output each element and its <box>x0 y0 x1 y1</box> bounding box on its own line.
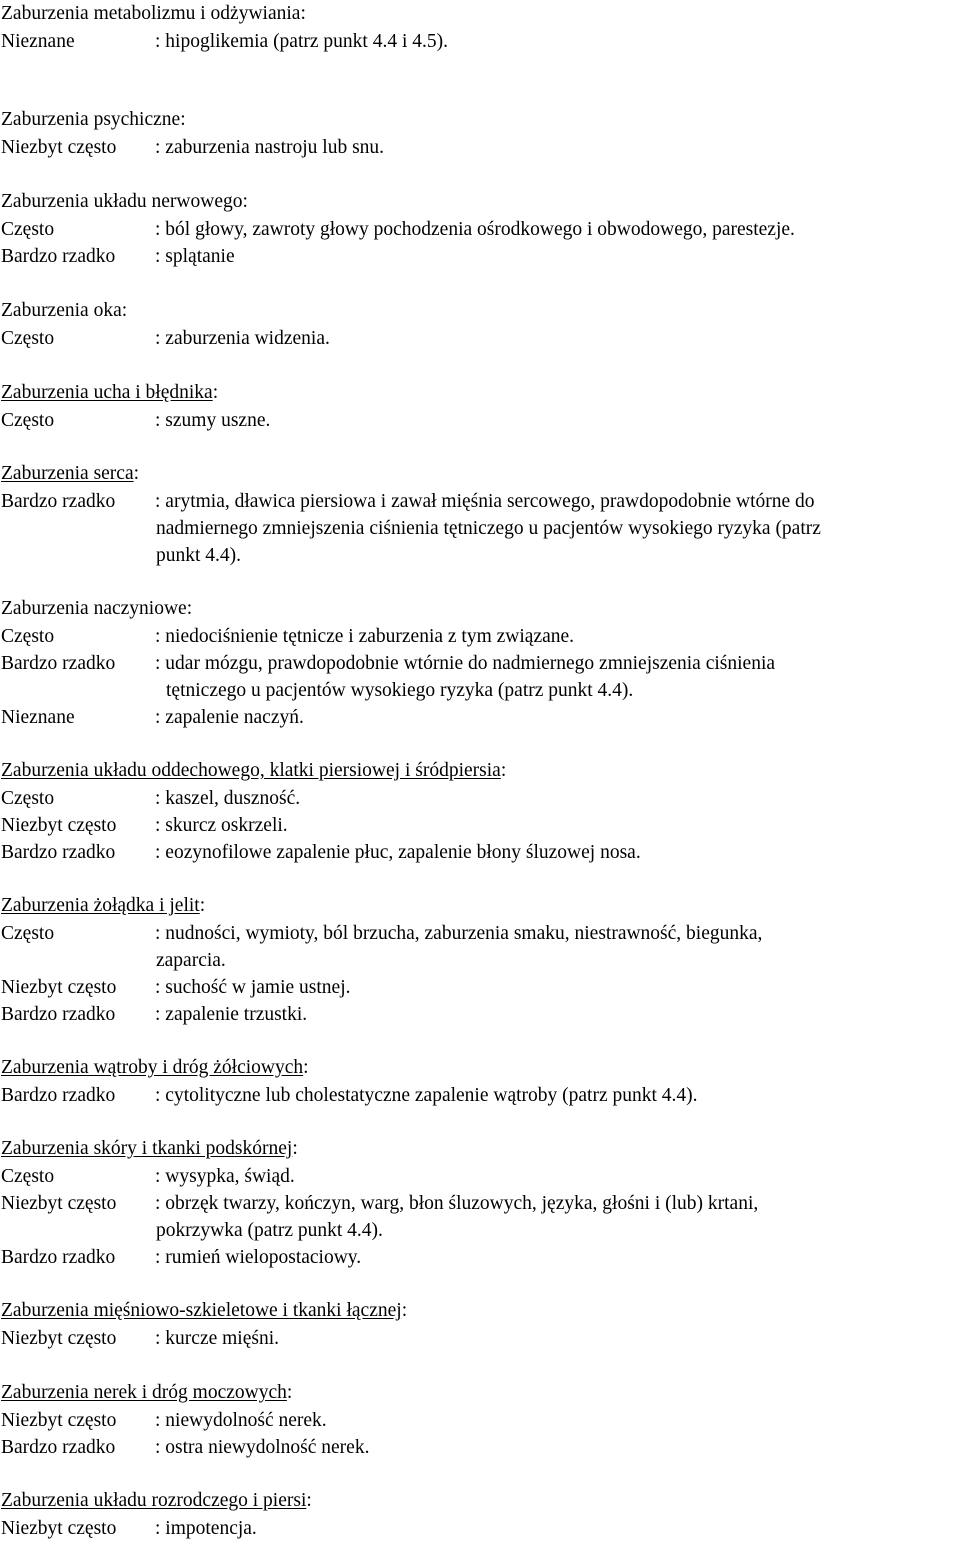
section-heading <box>1 1488 312 1514</box>
section-title: Zaburzenia metabolizmu i odżywiania <box>1 3 301 24</box>
effect-description <box>155 1434 960 1461</box>
frequency-label: Często <box>1 1166 55 1187</box>
effect-description-line: : kurcze mięśni. <box>155 1328 279 1349</box>
effect-description-line: : splątanie <box>155 246 235 267</box>
effect-description-line: : nudności, wymioty, ból brzucha, zaburzenia smaku, niestrawność, biegunka, <box>155 923 763 944</box>
effect-description <box>155 650 960 704</box>
effect-description <box>155 28 960 55</box>
effect-description <box>155 839 960 866</box>
effect-description <box>155 1163 960 1190</box>
frequency-label: Bardzo rzadko <box>1 1004 116 1025</box>
effect-description-line: : eozynofilowe zapalenie płuc, zapalenie błony śluzowej nosa. <box>155 842 641 863</box>
effect-description-line: : ból głowy, zawroty głowy pochodzenia ośrodkowego i obwodowego, parestezje. <box>155 219 795 240</box>
effect-description-line: punkt 4.4). <box>156 545 242 566</box>
effect-description-line: zaparcia. <box>156 950 226 971</box>
frequency-label: Często <box>1 410 55 431</box>
effect-description-line: : rumień wielopostaciowy. <box>155 1247 362 1268</box>
section-title-colon: : <box>300 3 306 24</box>
effect-description-line: nadmiernego zmniejszenia ciśnienia tętniczego u pacjentów wysokiego ryzyka (patrz <box>156 518 821 539</box>
section-title: Zaburzenia nerek i dróg moczowych <box>1 1382 287 1403</box>
effect-description-line: tętniczego u pacjentów wysokiego ryzyka (patrz punkt 4.4). <box>166 680 634 701</box>
effect-description-line: : zaburzenia nastroju lub snu. <box>155 137 385 158</box>
section-title: Zaburzenia naczyniowe <box>1 598 187 619</box>
section-heading <box>1 596 192 622</box>
frequency-label: Często <box>1 219 55 240</box>
section-heading <box>1 1 306 27</box>
section-heading <box>1 1380 292 1406</box>
section-title: Zaburzenia układu nerwowego <box>1 191 243 212</box>
frequency-label: Niezbyt często <box>1 1328 117 1349</box>
frequency-label: Nieznane <box>1 707 75 728</box>
section-title-colon: : <box>306 1490 312 1511</box>
section-heading <box>1 189 248 215</box>
frequency-label: Nieznane <box>1 31 75 52</box>
effect-description <box>155 243 960 270</box>
section-title-colon: : <box>303 1057 309 1078</box>
effect-description <box>155 623 960 650</box>
section-title-colon: : <box>133 463 140 484</box>
section-title: Zaburzenia układu oddechowego, klatki piersiowej i śródpiersia <box>1 760 501 781</box>
effect-description <box>155 488 960 569</box>
effect-description <box>155 216 960 243</box>
effect-description <box>155 1082 960 1109</box>
effect-description-line: : cytolityczne lub cholestatyczne zapalenie wątroby (patrz punkt 4.4). <box>155 1085 698 1106</box>
section-heading <box>1 298 127 324</box>
section-title: Zaburzenia oka <box>1 300 122 321</box>
section-heading <box>1 107 186 133</box>
section-title-colon: : <box>292 1138 298 1159</box>
frequency-label: Niezbyt często <box>1 1518 117 1539</box>
frequency-label: Bardzo rzadko <box>1 653 116 674</box>
effect-description <box>155 1325 960 1352</box>
effect-description-line: : impotencja. <box>155 1518 257 1539</box>
frequency-label: Często <box>1 923 55 944</box>
section-heading <box>1 1298 407 1324</box>
frequency-label: Często <box>1 328 55 349</box>
frequency-label: Bardzo rzadko <box>1 1437 116 1458</box>
frequency-label: Niezbyt często <box>1 815 117 836</box>
section-title: Zaburzenia ucha i błędnika <box>1 382 213 403</box>
effect-description <box>155 704 960 731</box>
section-title: Zaburzenia skóry i tkanki podskórnej <box>1 1138 293 1159</box>
frequency-label: Bardzo rzadko <box>1 491 116 512</box>
section-title: Zaburzenia mięśniowo-szkieletowe i tkanki łącznej <box>1 1300 402 1321</box>
effect-description <box>155 1515 960 1542</box>
section-heading <box>1 1136 298 1162</box>
effect-description <box>155 1190 960 1244</box>
section-title-colon: : <box>242 191 248 212</box>
effect-description-line: : niedociśnienie tętnicze i zaburzenia z tym związane. <box>155 626 575 647</box>
effect-description-line: : niewydolność nerek. <box>155 1410 327 1431</box>
frequency-label: Niezbyt często <box>1 977 117 998</box>
effect-description <box>155 1407 960 1434</box>
section-title-colon: : <box>286 1382 293 1403</box>
section-title-colon: : <box>121 300 128 321</box>
effect-description-line: : kaszel, duszność. <box>155 788 301 809</box>
effect-description <box>155 407 960 434</box>
effect-description <box>155 812 960 839</box>
effect-description <box>155 1001 960 1028</box>
effect-description-line: : hipoglikemia (patrz punkt 4.4 i 4.5). <box>155 31 448 52</box>
effect-description <box>155 1244 960 1271</box>
effect-description-line: : udar mózgu, prawdopodobnie wtórnie do nadmiernego zmniejszenia ciśnienia <box>155 653 776 674</box>
frequency-label: Bardzo rzadko <box>1 1085 116 1106</box>
section-title-colon: : <box>180 109 186 130</box>
frequency-label: Często <box>1 626 55 647</box>
effect-description-line: : ostra niewydolność nerek. <box>155 1437 370 1458</box>
frequency-label: Niezbyt często <box>1 1410 117 1431</box>
frequency-label: Bardzo rzadko <box>1 1247 116 1268</box>
frequency-label: Często <box>1 788 55 809</box>
frequency-label: Bardzo rzadko <box>1 842 116 863</box>
section-title: Zaburzenia psychiczne <box>1 109 181 130</box>
effect-description <box>155 920 960 974</box>
frequency-label: Niezbyt często <box>1 1193 117 1214</box>
section-heading <box>1 758 506 784</box>
effect-description-line: pokrzywka (patrz punkt 4.4). <box>156 1220 383 1241</box>
section-title: Zaburzenia wątroby i dróg żółciowych <box>1 1057 304 1078</box>
section-heading <box>1 893 205 919</box>
effect-description <box>155 325 960 352</box>
effect-description-line: : zapalenie trzustki. <box>155 1004 308 1025</box>
effect-description <box>155 785 960 812</box>
section-title: Zaburzenia żołądka i jelit <box>1 895 200 916</box>
section-title-colon: : <box>212 382 219 403</box>
effect-description <box>155 134 960 161</box>
section-title: Zaburzenia serca <box>1 463 134 484</box>
effect-description-line: : suchość w jamie ustnej. <box>155 977 351 998</box>
section-title-colon: : <box>186 598 193 619</box>
effect-description <box>155 974 960 1001</box>
section-heading <box>1 1055 309 1081</box>
effect-description-line: : szumy uszne. <box>155 410 271 431</box>
section-title: Zaburzenia układu rozrodczego i piersi <box>1 1490 307 1511</box>
section-title-colon: : <box>500 760 507 781</box>
section-title-colon: : <box>199 895 206 916</box>
section-heading <box>1 380 218 406</box>
effect-description-line: : zaburzenia widzenia. <box>155 328 330 349</box>
frequency-label: Bardzo rzadko <box>1 246 116 267</box>
section-heading <box>1 461 139 487</box>
section-title-colon: : <box>401 1300 408 1321</box>
effect-description-line: : skurcz oskrzeli. <box>155 815 288 836</box>
effect-description-line: : obrzęk twarzy, kończyn, warg, błon śluzowych, języka, głośni i (lub) krtani, <box>155 1193 759 1214</box>
effect-description-line: : wysypka, świąd. <box>155 1166 295 1187</box>
effect-description-line: : arytmia, dławica piersiowa i zawał mięśnia sercowego, prawdopodobnie wtórne do <box>155 491 815 512</box>
effect-description-line: : zapalenie naczyń. <box>155 707 304 728</box>
frequency-label: Niezbyt często <box>1 137 117 158</box>
